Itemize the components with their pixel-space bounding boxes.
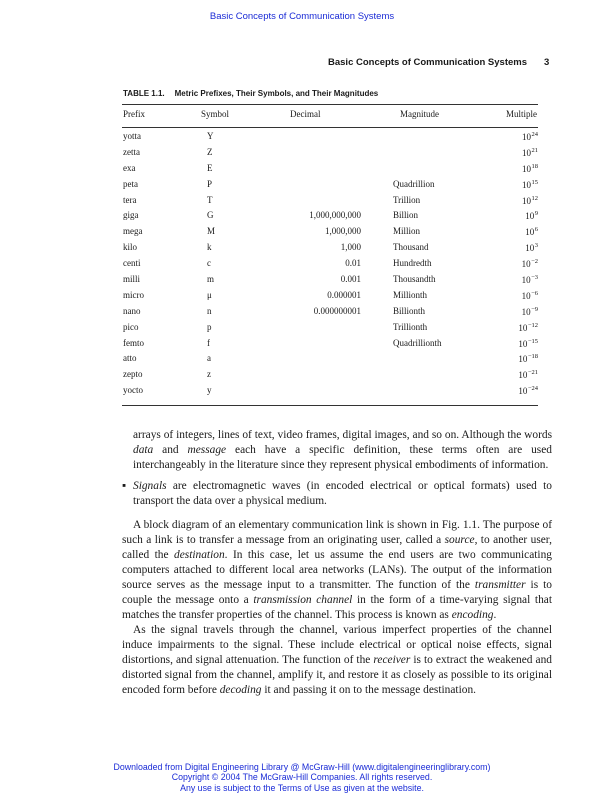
multiple-base: 10 xyxy=(518,322,528,333)
multiple-base: 10 xyxy=(521,290,531,301)
cell-decimal: 1,000,000 xyxy=(325,226,361,237)
multiple-exponent: 6 xyxy=(534,226,538,234)
cell-prefix: milli xyxy=(123,274,141,285)
cell-decimal: 1,000 xyxy=(340,242,361,253)
cell-prefix: micro xyxy=(123,289,144,300)
paragraph-channel-receiver: As the signal travels through the channel, various imperfect properties of the channel induce impairments to the signal. These include electrical or optical noise effects, signal distortions, and signal attenuation. The function of the receiver is to extract the weakened and distorted signal from the channel, amplify it, and restore it as closely as possible to its original encoded form before decoding it and passing it on to the message destination. xyxy=(122,624,552,696)
cell-magnitude: Thousand xyxy=(393,242,429,253)
footer-copyright: Copyright © 2004 The McGraw-Hill Companies. All rights reserved. xyxy=(171,772,433,783)
cell-multiple xyxy=(518,338,538,349)
cell-symbol: T xyxy=(207,194,213,205)
table-row xyxy=(122,353,538,369)
cell-prefix: giga xyxy=(123,210,139,221)
multiple-exponent: −2 xyxy=(531,258,538,266)
cell-decimal: 0.000001 xyxy=(327,289,361,300)
cell-symbol: a xyxy=(207,353,211,364)
table-top-rule xyxy=(122,104,538,105)
table-row xyxy=(122,242,538,258)
table-row xyxy=(122,338,538,354)
multiple-base: 10 xyxy=(518,386,528,397)
cell-symbol: y xyxy=(207,385,212,396)
bullet-signals: ▪ Signals are electromagnetic waves (in encoded electrical or optical formats) used to transport the data over a physical medium. xyxy=(122,480,552,507)
cell-magnitude: Quadrillionth xyxy=(393,337,442,348)
cell-prefix: femto xyxy=(123,337,144,348)
cell-decimal: 0.001 xyxy=(340,274,361,285)
cell-multiple xyxy=(525,226,538,237)
multiple-exponent: 21 xyxy=(531,146,538,154)
cell-multiple xyxy=(522,147,538,158)
cell-magnitude: Millionth xyxy=(393,289,428,300)
cell-decimal: 0.000000001 xyxy=(313,305,361,316)
cell-prefix: tera xyxy=(123,194,137,205)
multiple-base: 10 xyxy=(525,243,535,254)
paragraph-data-message: arrays of integers, lines of text, video frames, digital images, and so on. Although the words data and message each have a specific definition, these terms often are used interchangeably in the literature since they represent physical embodiments of information. xyxy=(133,429,552,471)
cell-multiple xyxy=(518,322,538,333)
multiple-base: 10 xyxy=(522,132,531,142)
footer-terms-link[interactable]: Any use is subject to the Terms of Use as given at the website. xyxy=(180,782,424,793)
cell-symbol: E xyxy=(207,162,213,173)
table-row xyxy=(122,210,538,226)
table-row xyxy=(122,274,538,290)
cell-multiple xyxy=(518,353,538,364)
cell-prefix: zepto xyxy=(123,369,143,380)
cell-multiple xyxy=(518,385,538,396)
table-row xyxy=(122,131,538,147)
cell-magnitude: Billionth xyxy=(393,305,426,316)
page-number: 3 xyxy=(544,57,550,68)
multiple-base: 10 xyxy=(518,370,528,381)
table-row xyxy=(122,369,538,385)
multiple-base: 10 xyxy=(522,179,531,190)
cell-prefix: centi xyxy=(123,258,141,269)
multiple-exponent: 12 xyxy=(531,194,538,202)
cell-decimal: 1,000,000,000 xyxy=(309,210,361,221)
multiple-base: 10 xyxy=(521,259,531,270)
footer-download-link[interactable]: Downloaded from Digital Engineering Library @ McGraw-Hill (www.digitalengineeringlibrary.com) xyxy=(113,762,491,772)
cell-prefix: atto xyxy=(123,353,137,364)
table-row xyxy=(122,195,538,211)
bullet-icon: ▪ xyxy=(122,480,127,492)
table-row xyxy=(122,385,538,401)
cell-magnitude: Million xyxy=(393,226,421,237)
cell-symbol: f xyxy=(207,337,210,348)
cell-symbol: z xyxy=(207,369,211,380)
table-header-row xyxy=(122,109,538,129)
cell-multiple xyxy=(518,369,538,380)
cell-multiple xyxy=(522,131,538,142)
cell-magnitude: Hundredth xyxy=(393,258,432,269)
multiple-exponent: −18 xyxy=(527,353,538,361)
multiple-base: 10 xyxy=(525,227,535,238)
cell-symbol: k xyxy=(207,242,212,253)
multiple-base: 10 xyxy=(525,211,535,222)
table-body xyxy=(122,131,538,401)
cell-symbol: μ xyxy=(207,289,212,300)
cell-symbol: M xyxy=(207,226,216,237)
metric-prefix-table xyxy=(122,109,538,397)
table-row xyxy=(122,163,538,179)
multiple-exponent: 15 xyxy=(531,178,538,186)
cell-magnitude: Billion xyxy=(393,210,419,221)
cell-symbol: Z xyxy=(207,146,213,157)
table-caption-number: TABLE 1.1. xyxy=(123,89,165,98)
cell-magnitude: Thousandth xyxy=(393,274,436,285)
table-row xyxy=(122,322,538,338)
multiple-base: 10 xyxy=(521,275,531,286)
cell-magnitude: Trillionth xyxy=(393,321,428,332)
cell-multiple xyxy=(522,258,538,269)
header-multiple: Multiple xyxy=(506,109,537,119)
multiple-exponent: −15 xyxy=(527,337,538,345)
cell-prefix: kilo xyxy=(123,242,138,253)
cell-symbol: m xyxy=(207,274,215,285)
cell-prefix: zetta xyxy=(123,146,140,157)
table-bottom-rule xyxy=(122,405,538,406)
cell-symbol: G xyxy=(207,210,214,221)
cell-symbol: P xyxy=(207,178,213,189)
footer xyxy=(0,762,604,793)
table-caption-title: Metric Prefixes, Their Symbols, and Their Magnitudes xyxy=(174,89,379,98)
cell-multiple xyxy=(525,242,538,253)
cell-prefix: mega xyxy=(123,226,143,237)
multiple-exponent: −3 xyxy=(531,274,538,282)
header-magnitude: Magnitude xyxy=(400,109,439,119)
table-caption xyxy=(123,89,378,98)
multiple-exponent: 24 xyxy=(531,131,538,138)
running-head-title: Basic Concepts of Communication Systems xyxy=(328,57,528,68)
multiple-exponent: −12 xyxy=(527,321,538,329)
multiple-base: 10 xyxy=(518,338,528,349)
table-row xyxy=(122,147,538,163)
multiple-exponent: −6 xyxy=(531,289,538,297)
cell-prefix: yocto xyxy=(123,385,143,396)
cell-decimal: 0.01 xyxy=(345,258,361,269)
cell-prefix: peta xyxy=(123,178,138,189)
cell-symbol: n xyxy=(207,305,212,316)
cell-symbol: p xyxy=(207,321,212,332)
table-row xyxy=(122,258,538,274)
cell-multiple xyxy=(522,306,538,317)
table-row xyxy=(122,179,538,195)
multiple-base: 10 xyxy=(518,354,528,365)
cell-prefix: pico xyxy=(123,321,139,332)
cell-symbol: c xyxy=(207,258,211,269)
multiple-base: 10 xyxy=(521,306,531,317)
multiple-base: 10 xyxy=(522,163,531,174)
cell-prefix: yotta xyxy=(123,131,141,141)
multiple-exponent: 9 xyxy=(534,210,538,218)
multiple-exponent: −21 xyxy=(527,369,538,377)
top-banner-link[interactable]: Basic Concepts of Communication Systems xyxy=(209,11,395,22)
cell-magnitude: Quadrillion xyxy=(393,178,435,189)
header-decimal: Decimal xyxy=(290,109,321,119)
multiple-base: 10 xyxy=(522,195,531,206)
cell-prefix: exa xyxy=(123,162,136,173)
cell-multiple xyxy=(522,163,538,174)
body-text xyxy=(122,428,552,698)
multiple-exponent: 18 xyxy=(531,162,538,170)
multiple-exponent: 3 xyxy=(534,242,538,250)
multiple-base: 10 xyxy=(522,147,531,158)
header-symbol: Symbol xyxy=(201,109,230,119)
cell-prefix: nano xyxy=(123,305,141,316)
cell-multiple xyxy=(522,290,538,301)
paragraph-block-diagram: A block diagram of an elementary communication link is shown in Fig. 1.1. The purpose of such a link is to transfer a message from an originating user, called a source, to another user, called the destination. In this case, let us assume the end users are two communicating computers attached to different local area networks (LANs). The output of the information source serves as the message input to a transmitter. The function of the transmitter is to couple the message onto a transmission channel in the form of a time-varying signal that matches the transfer properties of the channel. This process is known as encoding. xyxy=(122,519,552,621)
cell-multiple xyxy=(522,195,538,206)
table-row xyxy=(122,306,538,322)
cell-multiple xyxy=(525,210,538,221)
multiple-exponent: −24 xyxy=(527,385,538,393)
table-row xyxy=(122,290,538,306)
table-row xyxy=(122,226,538,242)
cell-multiple xyxy=(522,274,538,285)
header-prefix: Prefix xyxy=(123,109,145,119)
cell-magnitude: Trillion xyxy=(393,194,421,205)
multiple-exponent: −9 xyxy=(531,305,538,313)
cell-symbol: Y xyxy=(207,131,214,141)
cell-multiple xyxy=(522,179,538,190)
